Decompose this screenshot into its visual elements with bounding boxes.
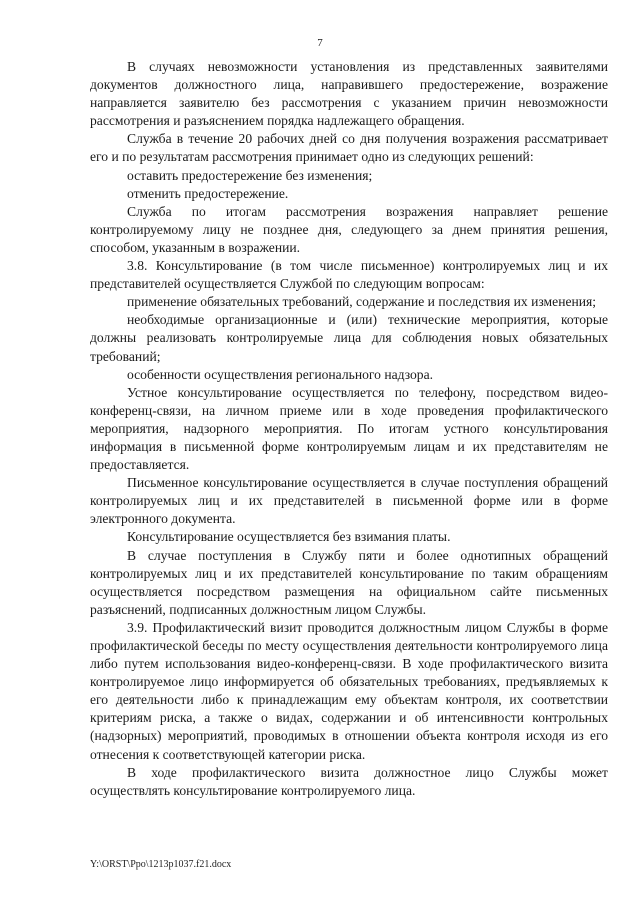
paragraph: Служба в течение 20 рабочих дней со дня получения возражения рассматривает его и по результатам рассмотрения принимает одно из следующих решений: [90, 131, 608, 165]
document-body [90, 58, 608, 800]
paragraph: В случаях невозможности установления из представленных заявителями документов должностного лица, направившего предостережение, возражение направляется заявителю без рассмотрения с указанием причин невозможности рассмотрения и разъяснением порядка надлежащего обращения. [90, 59, 608, 129]
paragraph: особенности осуществления регионального надзора. [127, 366, 434, 382]
paragraph: 3.8. Консультирование (в том числе письменное) контролируемых лиц и их представителей осуществляется Службой по следующим вопросам: [90, 258, 608, 292]
paragraph: 3.9. Профилактический визит проводится должностным лицом Службы в форме профилактической беседы по месту осуществления деятельности контролируемого лица либо путем использования видео-конференц-связи. В ходе профилактического визита контролируемое лицо информируется об обязательных требованиях, предъявляемых к его деятельности либо к принадлежащим ему объектам контроля, их соответствии критериям риска, а также о видах, содержании и об интенсивности контрольных (надзорных) мероприятий, проводимых в отношении объекта контроля исходя из его отнесения к соответствующей категории риска. [90, 619, 608, 762]
paragraph: необходимые организационные и (или) технические мероприятия, которые должны реализовать контролируемые лица для соблюдения новых обязательных требований; [90, 312, 608, 364]
paragraph: Консультирование осуществляется без взимания платы. [127, 529, 451, 545]
paragraph: В случае поступления в Службу пяти и более однотипных обращений контролируемых лиц и их представителей консультирование по таким обращениям осуществляется посредством размещения на официальном сайте письменных разъяснений, подписанных должностным лицом Службы. [90, 547, 608, 617]
paragraph: отменить предостережение. [127, 185, 289, 201]
paragraph: Служба по итогам рассмотрения возражения направляет решение контролируемому лицу не позднее дня, следующего за днем принятия решения, способом, указанным в возражении. [90, 203, 608, 255]
paragraph: В ходе профилактического визита должностное лицо Службы может осуществлять консультирование контролируемого лица. [90, 764, 608, 798]
paragraph: Устное консультирование осуществляется по телефону, посредством видео-конференц-связи, на личном приеме или в ходе проведения профилактического мероприятия, надзорного мероприятия. По итогам устного консультирования информация в письменной форме контролируемым лицам и их представителям не предоставляется. [90, 384, 608, 473]
footer-file-path: Y:\ORST\Ppo\1213p1037.f21.docx [90, 859, 232, 870]
page-number: 7 [317, 37, 323, 49]
paragraph: Письменное консультирование осуществляется в случае поступления обращений контролируемых лиц и их представителей в письменной форме или в форме электронного документа. [90, 475, 608, 527]
paragraph: применение обязательных требований, содержание и последствия их изменения; [127, 294, 597, 310]
paragraph: оставить предостережение без изменения; [127, 167, 373, 183]
